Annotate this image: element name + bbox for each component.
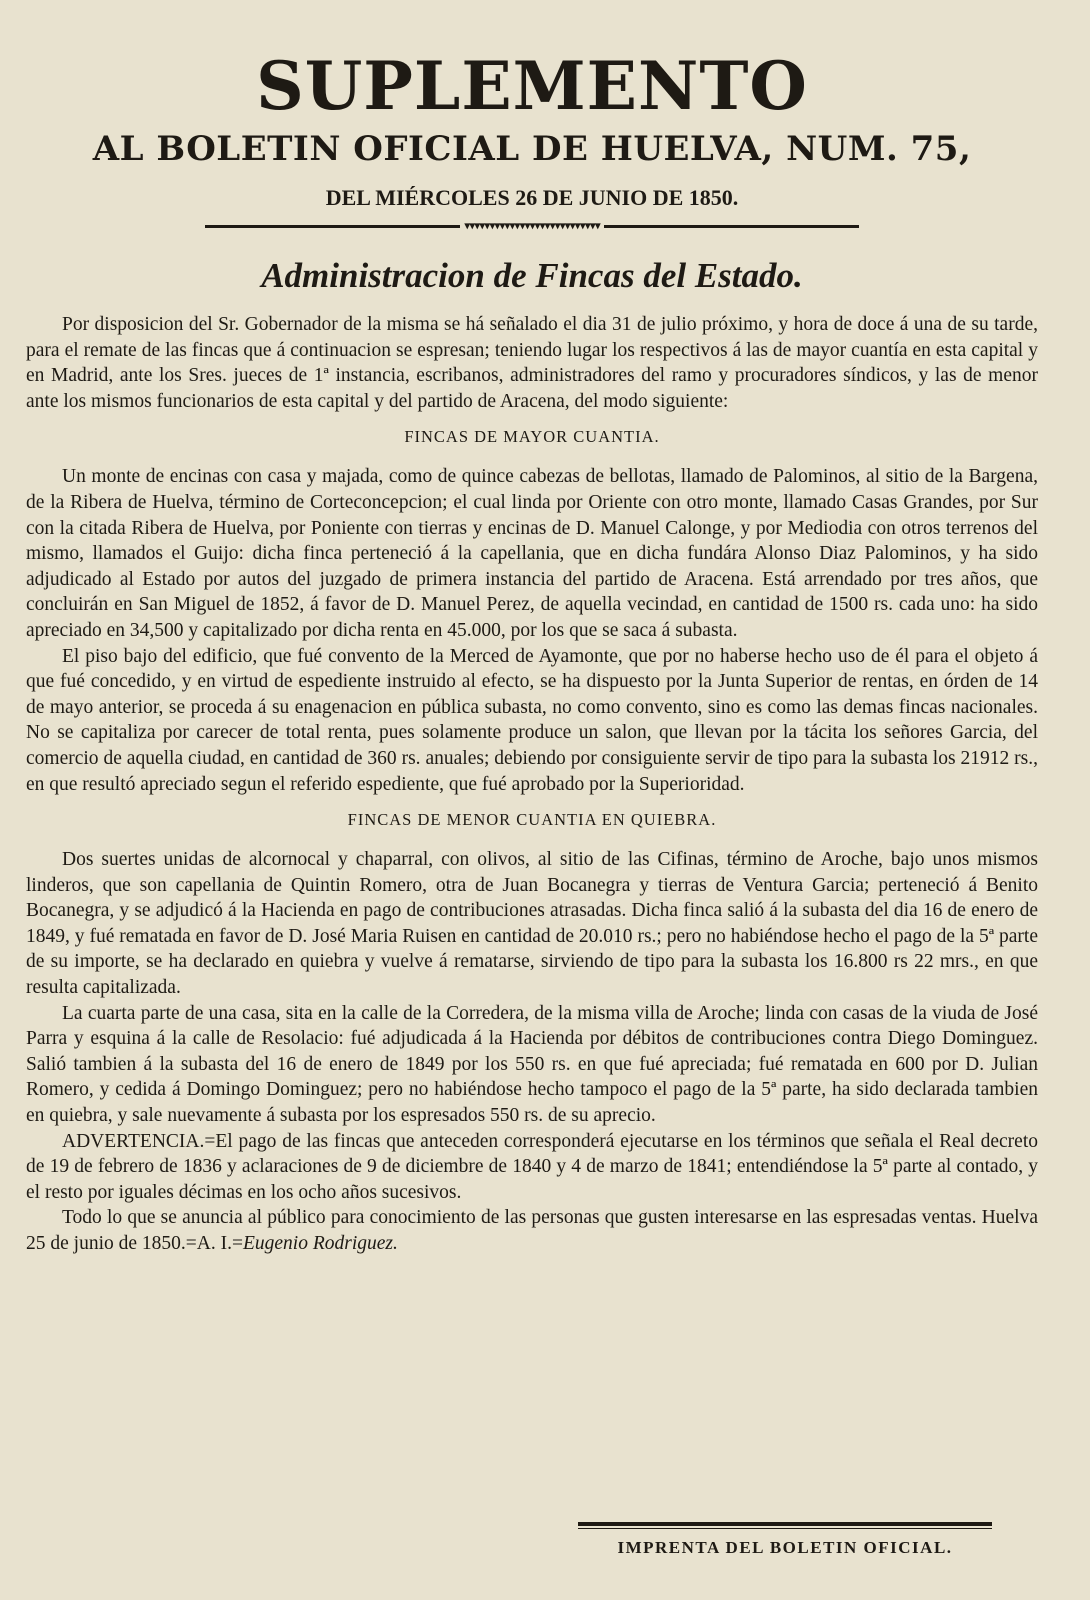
heading-mayor-cuantia: FINCAS DE MAYOR CUANTIA. (404, 427, 660, 447)
closing-text: Todo lo que se anuncia al público para conocimiento de las personas que gusten interesarse en las espresadas ventas. Huelva 25 de junio de 1850.=A. I.= (26, 1207, 1038, 1254)
finca-mayor-2: El piso bajo del edificio, que fué convento de la Merced de Ayamonte, que por no haberse hecho uso de él para el objeto á que fué concedido, y en virtud de espediente instruido al efecto, se ha dispuesto por la Junta Superior de rentas, en órden de 14 de mayo anterior, se proceda á su enagenacion en pública subasta, no como convento, sino es como las demas fincas nacionales. No se capitaliza por carecer de total renta, pues solamente produce un salon, que llevan por la tácita los señores Garcia, del comercio de aquella ciudad, en cantidad de 360 rs. anuales; debiendo por consiguiente servir de tipo para la subasta los 21912 rs., en que resultó apreciado segun el referido espediente, que fué aprobado por la Superioridad. (26, 645, 1038, 795)
finca-menor-2: La cuarta parte de una casa, sita en la calle de la Corredera, de la misma villa de Aroche; linda con casas de la viuda de José Parra y esquina á la calle de Resolacio: fué adjudicada á la Hacienda por débitos de contribuciones contra Diego Dominguez. Salió tambien á la subasta del 16 de enero de 1849 por los 550 rs. en que fué apreciada; fué rematada en 600 por D. Julian Romero, y cedida á Domingo Dominguez; pero no habiéndose hecho tampoco el pago de la 5ª parte, ha sido declarada tambien en quiebra, y sale nuevamente á subasta por los espresados 550 rs. de su aprecio. (26, 1002, 1038, 1127)
intro-paragraph: Por disposicion del Sr. Gobernador de la misma se há señalado el dia 31 de julio próximo, y hora de doce á una de su tarde, para el remate de las fincas que á continuacion se espresan; teniendo lugar los respectivos á las de mayor cuantía en esta capital y en Madrid, ante los Sres. jueces de 1ª instancia, escribanos, administradores del ramo y procuradores síndicos, y las de menor ante los mismos funcionarios de esta capital y del partido de Aracena, del modo siguiente: (26, 314, 1038, 412)
masthead-subtitle: AL BOLETIN OFICIAL DE HUELVA, NUM. 75, (92, 129, 972, 169)
closing-paragraph (26, 1205, 1038, 1256)
ornament-line-left (205, 225, 460, 228)
signature: Eugenio Rodriguez. (242, 1233, 398, 1254)
footer-rule (578, 1522, 992, 1529)
ornament-zigzag: ▼▼▼▼▼▼▼▼▼▼▼▼▼▼▼▼▼▼▼▼▼▼▼▼▼▼▼ (464, 220, 600, 232)
heading-menor-cuantia: FINCAS DE MENOR CUANTIA EN QUIEBRA. (347, 810, 717, 830)
advertencia-paragraph: ADVERTENCIA.=El pago de las fincas que anteceden corresponderá ejecutarse en los términos que señala el Real decreto de 19 de febrero de 1836 y aclaraciones de 9 de diciembre de 1840 y 4 de marzo de 1841; entendiéndose la 5ª parte al contado, y el resto por iguales décimas en los ocho años sucesivos. (26, 1130, 1038, 1203)
finca-menor-1: Dos suertes unidas de alcornocal y chaparral, con olivos, al sitio de las Cifinas, término de Aroche, bajo unos mismos linderos, que son capellania de Quintin Romero, otra de Juan Bocanegra y tierras de Ventura Garcia; perteneció á Benito Bocanegra, y se adjudicó á la Hacienda en pago de contribuciones atrasadas. Dicha finca salió á la subasta del dia 16 de enero de 1849, y fué rematada en favor de D. José Maria Ruisen en cantidad de 20.010 rs.; pero no habiéndose hecho el pago de la 5ª parte de su importe, se ha declarado en quiebra y vuelve á rematarse, sirviendo de tipo para la subasta los 16.800 rs 22 mrs., en que resulta capitalizada. (26, 849, 1038, 999)
section-title: Administracion de Fincas del Estado. (261, 256, 803, 295)
finca-mayor-1: Un monte de encinas con casa y majada, como de quince cabezas de bellotas, llamado de Palominos, al sitio de la Bargena, de la Ribera de Huelva, término de Corteconcepcion; el cual linda por Oriente con otro monte, llamado Casas Grandes, por Sur con la citada Ribera de Huelva, por Poniente con tierras y encinas de D. Manuel Calonge, y por Mediodia con otros terrenos del mismo, llamados el Guijo: dicha finca perteneció á la capellania, que en dicha fundára Alonso Diaz Palominos, y ha sido adjudicado al Estado por autos del juzgado de primera instancia del partido de Aracena. Está arrendado por tres años, que concluirán en San Miguel de 1852, á favor de D. Manuel Perez, de aquella vecindad, en cantidad de 1500 rs. cada uno: ha sido apreciado en 34,500 y capitalizado por dicha renta en 45.000, por los que se saca á subasta. (26, 466, 1038, 641)
ornament-line-right (604, 225, 859, 228)
ornamental-rule (26, 218, 1038, 234)
footer-imprint: IMPRENTA DEL BOLETIN OFICIAL. (617, 1538, 953, 1557)
masthead-date: DEL MIÉRCOLES 26 DE JUNIO DE 1850. (325, 185, 739, 210)
masthead-title: SUPLEMENTO (256, 47, 808, 125)
